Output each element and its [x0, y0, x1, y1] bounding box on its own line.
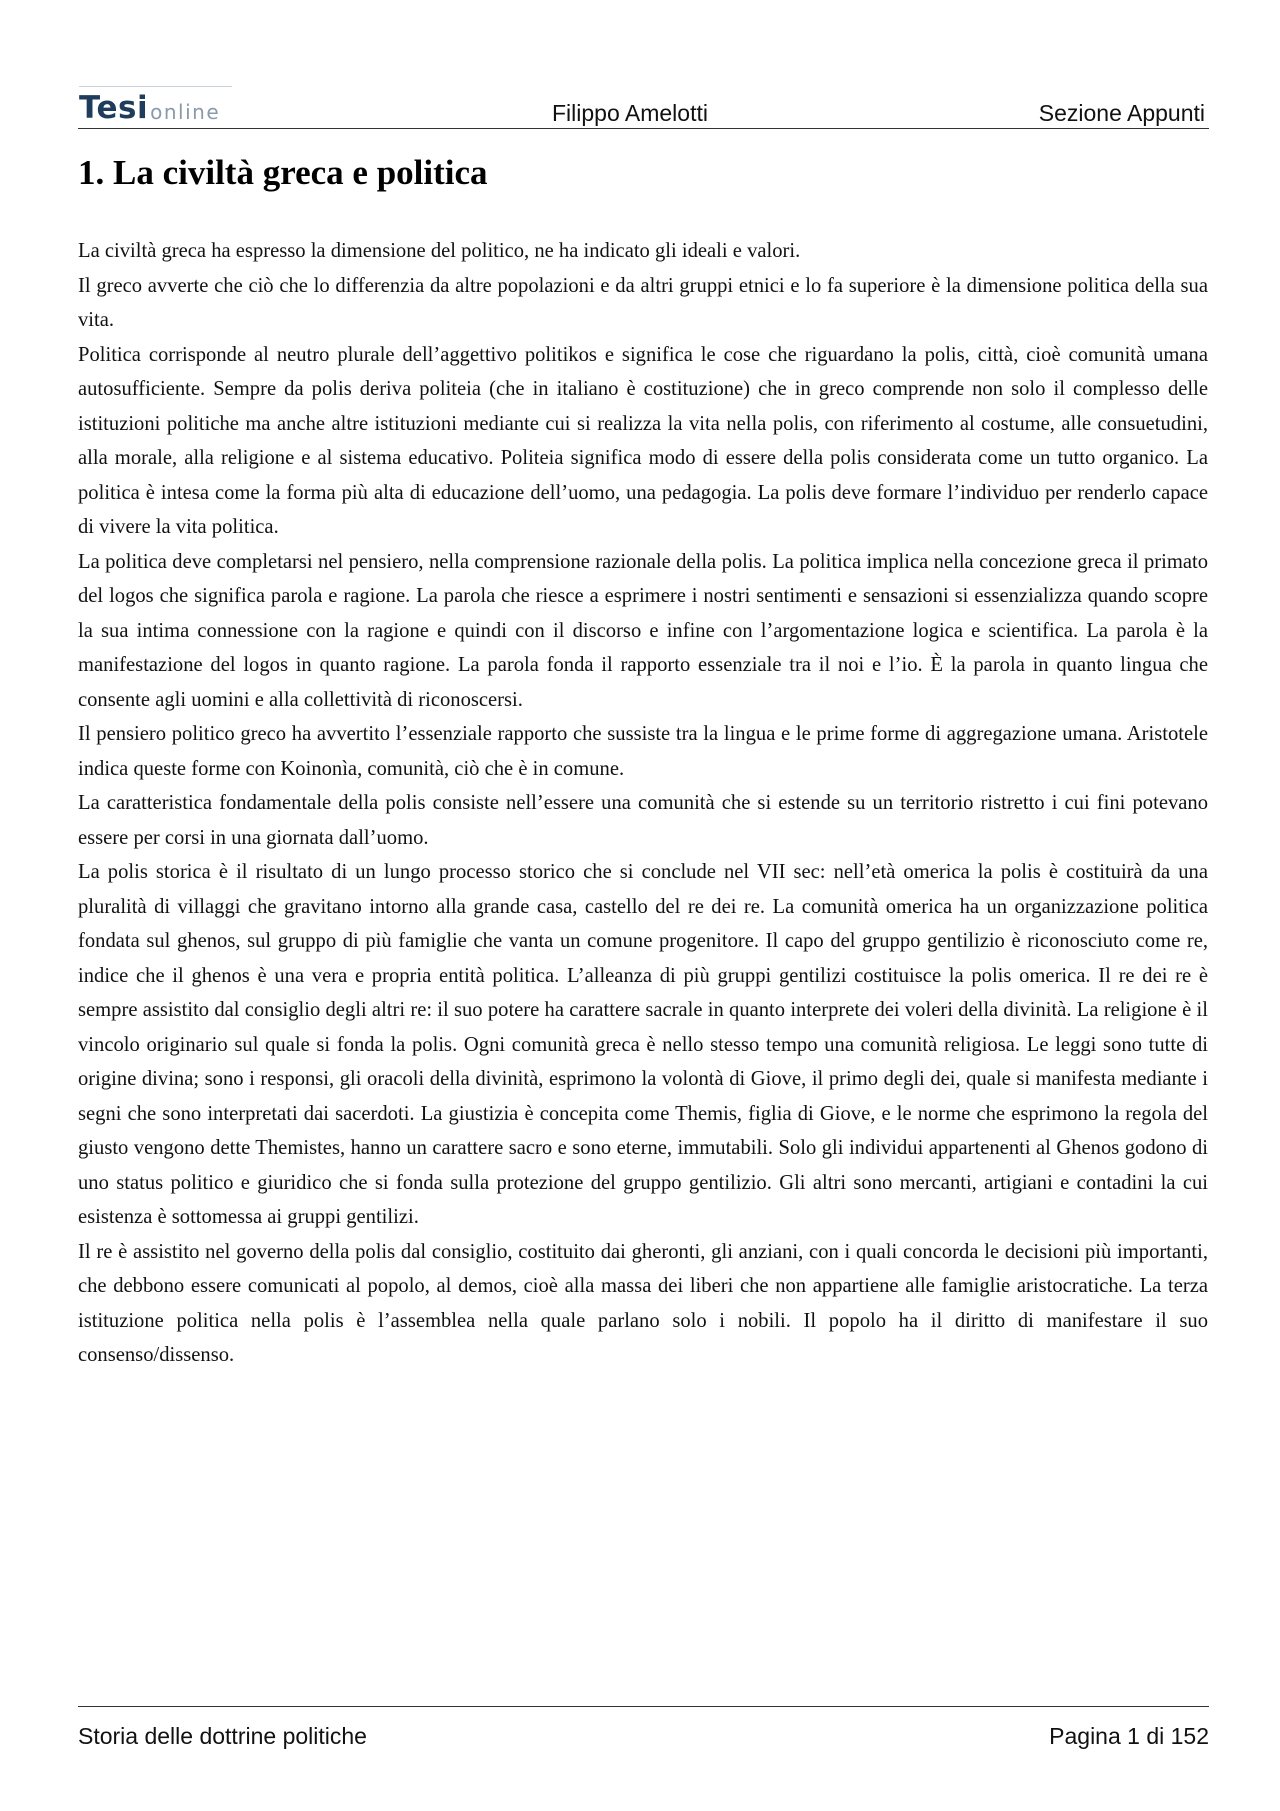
document-body	[78, 234, 1208, 1373]
page-header	[78, 84, 1209, 129]
paragraph: Il pensiero politico greco ha avvertito l’essenziale rapporto che sussiste tra la lingua e le prime forme di aggregazione umana. Aristotele indica queste forme con Koinonìa, comunità, ciò che è in comune.	[78, 723, 1208, 780]
paragraph: Il re è assistito nel governo della polis dal consiglio, costituito dai gheronti, gli anziani, con i quali concorda le decisioni più importanti, che debbono essere comunicati al popolo, al demos, cioè alla massa dei liberi che non appartiene alle famiglie aristocratiche. La terza istituzione politica nella polis è l’assemblea nella quale parlano solo i nobili. Il popolo ha il diritto di manifestare il suo consenso/dissenso.	[78, 1240, 1208, 1366]
footer-course: Storia delle dottrine politiche	[78, 1723, 367, 1749]
paragraph: Il greco avverte che ciò che lo differenzia da altre popolazioni e da altri gruppi etnici e lo fa superiore è la dimensione politica della sua vita.	[78, 274, 1208, 331]
page-number: Pagina 1 di 152	[1049, 1723, 1209, 1749]
paragraph: La civiltà greca ha espresso la dimensione del politico, ne ha indicato gli ideali e valori.	[78, 240, 801, 262]
paragraph: La caratteristica fondamentale della polis consiste nell’essere una comunità che si estende su un territorio ristretto i cui fini potevano essere per corsi in una giornata dall’uomo.	[78, 792, 1208, 849]
header-section: Sezione Appunti	[1038, 100, 1205, 126]
logo-strong-text: Tesi	[79, 90, 149, 126]
paragraph: La politica deve completarsi nel pensiero, nella comprensione razionale della polis. La politica implica nella concezione greca il primato del logos che significa parola e ragione. La parola che riesce a esprimere i nostri sentimenti e sensazioni si essenzializza quando scopre la sua intima connessione con la ragione e quindi con il discorso e infine con l’argomentazione logica e scientifica. La parola è la manifestazione del logos in quanto ragione. La parola fonda il rapporto essenziale tra il noi e l’io. È la parola in quanto lingua che consente agli uomini e alla collettività di riconoscersi.	[78, 550, 1208, 711]
logo-light-text: online	[150, 100, 221, 124]
paragraph: La polis storica è il risultato di un lungo processo storico che si conclude nel VII sec: nell’età omerica la polis è costituirà da una pluralità di villaggi che gravitano intorno alla grande casa, castello del re dei re. La comunità omerica ha un organizzazione politica fondata sul ghenos, sul gruppo di più famiglie che vanta un comune progenitore. Il capo del gruppo gentilizio è riconosciuto come re, indice che il ghenos è una vera e propria entità politica. L’alleanza di più gruppi gentilizi costituisce la polis omerica. Il re dei re è sempre assistito dal consiglio degli altri re: il suo potere ha carattere sacrale in quanto interprete dei voleri della divinità. La religione è il vincolo originario sul quale si fonda la polis. Ogni comunità greca è nello stesso tempo una comunità religiosa. Le leggi sono tutte di origine divina; sono i responsi, gli oracoli della divinità, esprimono la volontà di Giove, il primo degli dei, quale si manifesta mediante i segni che sono interpretati dai sacerdoti. La giustizia è concepita come Themis, figlia di Giove, e le norme che esprimono la regola del giusto vengono dette Themistes, hanno un carattere sacro e sono eterne, immutabili. Solo gli individui appartenenti al Ghenos godono di uno status politico e giuridico che si fonda sulla protezione del gruppo gentilizio. Gli altri sono mercanti, artigiani e contadini la cui esistenza è sottomessa ai gruppi gentilizi.	[78, 861, 1208, 1228]
page-footer	[78, 1706, 1209, 1747]
tesionline-logo	[79, 84, 220, 124]
paragraph: Politica corrisponde al neutro plurale dell’aggettivo politikos e significa le cose che riguardano la polis, città, cioè comunità umana autosufficiente. Sempre da polis deriva politeia (che in italiano è costituzione) che in greco comprende non solo il complesso delle istituzioni politiche ma anche altre istituzioni mediante cui si realizza la vita nella polis, con riferimento al costume, alle consuetudini, alla morale, alla religione e al sistema educativo. Politeia significa modo di essere della polis considerata come un tutto organico. La politica è intesa come la forma più alta di educazione dell’uomo, una pedagogia. La polis deve formare l’individuo per renderlo capace di vivere la vita politica.	[78, 343, 1208, 538]
page-title: 1. La civiltà greca e politica	[78, 153, 488, 192]
header-author: Filippo Amelotti	[552, 100, 708, 126]
logo-rule	[79, 86, 232, 87]
